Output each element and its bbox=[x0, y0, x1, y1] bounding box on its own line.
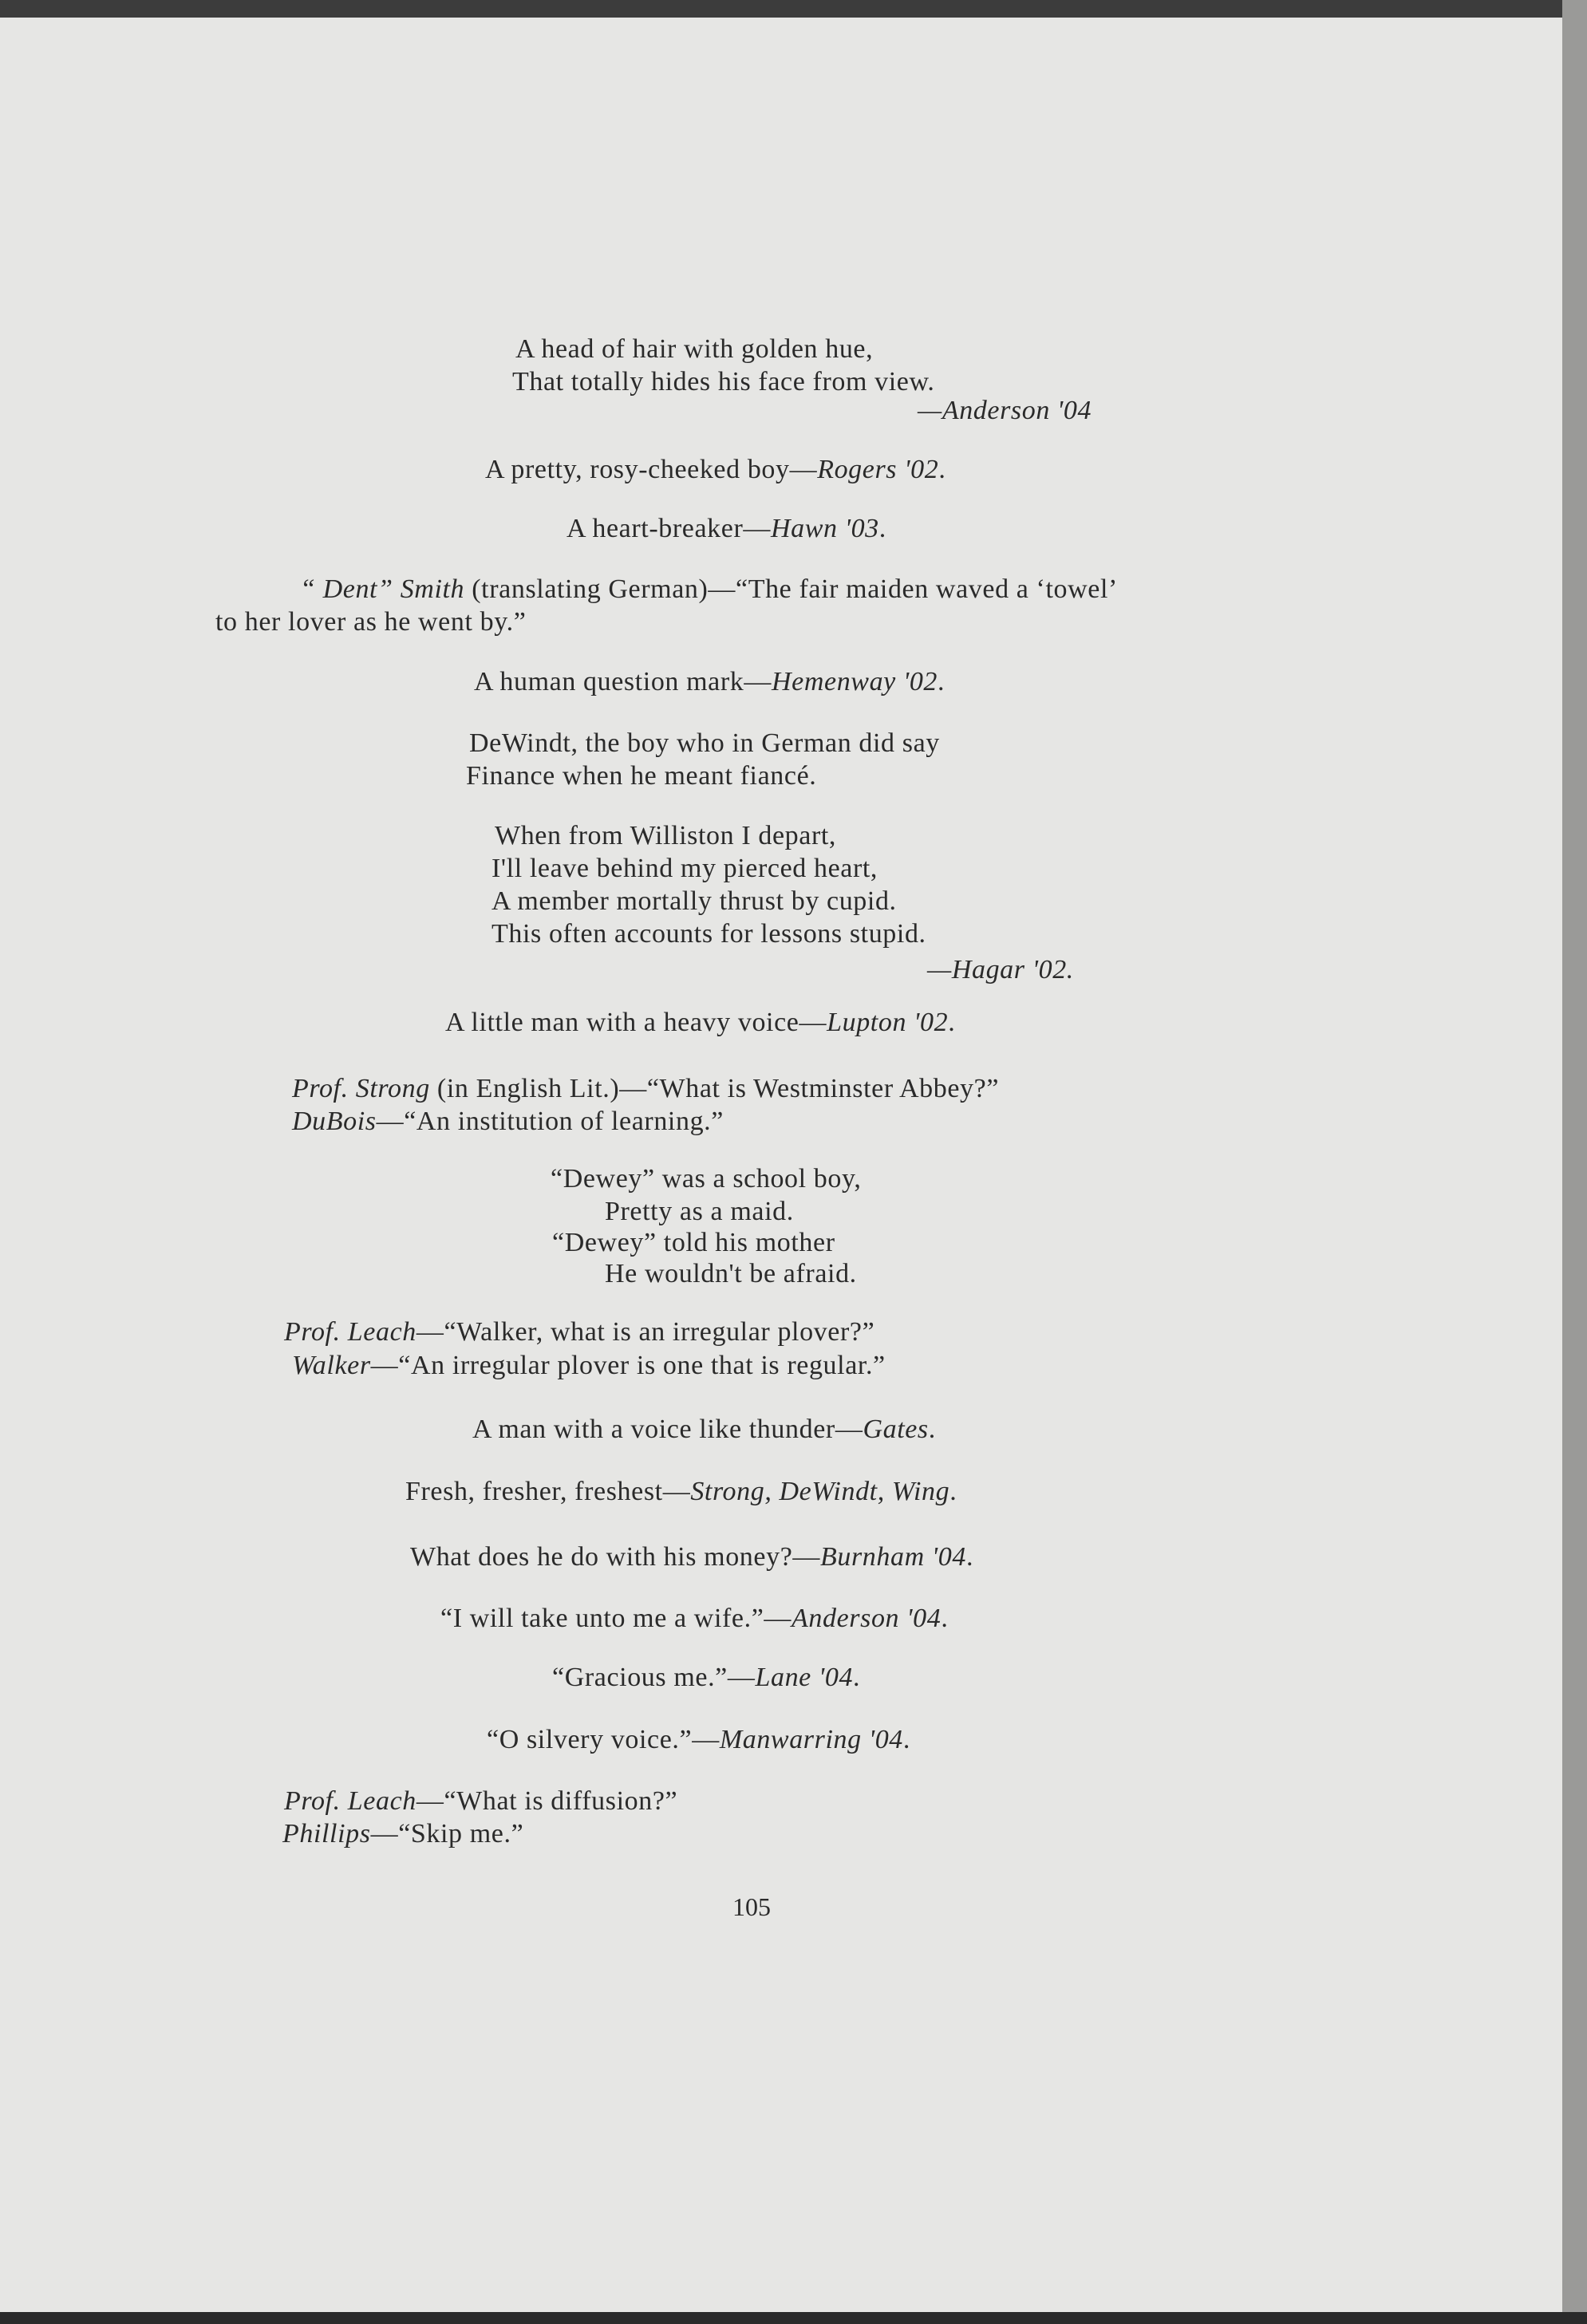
quip-line bbox=[567, 513, 886, 545]
speech: —“What is diffusion?” bbox=[416, 1786, 678, 1816]
verse-line: Pretty as a maid. bbox=[605, 1197, 794, 1226]
quip-line bbox=[552, 1662, 860, 1694]
quip-punct: . bbox=[938, 667, 945, 696]
verse-line: A member mortally thrust by cupid. bbox=[491, 886, 897, 916]
page-edge-bottom bbox=[0, 2312, 1587, 2324]
quip-text: What does he do with his money?— bbox=[410, 1542, 820, 1572]
quip-line bbox=[474, 666, 945, 698]
dialogue-question bbox=[284, 1785, 677, 1817]
quip-name: “ Dent” Smith bbox=[300, 574, 465, 604]
quip-punct: . bbox=[853, 1663, 861, 1692]
quip-text: “I will take unto me a wife.”— bbox=[440, 1604, 792, 1633]
quip-name: Lane '04 bbox=[755, 1663, 854, 1692]
page-edge-right bbox=[1562, 0, 1587, 2324]
attribution: —Hagar '02. bbox=[927, 955, 1074, 984]
quip-punct: . bbox=[948, 1008, 956, 1037]
dialogue-answer bbox=[282, 1818, 523, 1850]
dialogue-question bbox=[292, 1073, 999, 1105]
quip-line bbox=[440, 1603, 948, 1635]
quip-line bbox=[485, 454, 945, 486]
quip-punct: . bbox=[928, 1415, 936, 1444]
quip-name: Hawn '03 bbox=[770, 514, 879, 543]
verse-line: He wouldn't be afraid. bbox=[605, 1259, 857, 1288]
quip-line bbox=[445, 1007, 955, 1039]
quip-text: “O silvery voice.”— bbox=[487, 1725, 720, 1754]
verse-line: Finance when he meant fiancé. bbox=[466, 761, 817, 791]
quip-name: Anderson '04 bbox=[792, 1604, 942, 1633]
page-number: 105 bbox=[732, 1892, 771, 1921]
speech: —“Skip me.” bbox=[370, 1819, 524, 1849]
attribution: —Anderson '04 bbox=[918, 396, 1092, 425]
quip-text: A little man with a heavy voice— bbox=[445, 1008, 827, 1037]
dialogue-answer bbox=[292, 1106, 724, 1138]
speaker: Prof. Leach bbox=[284, 1317, 416, 1347]
quip-text: A pretty, rosy-cheeked boy— bbox=[485, 455, 818, 484]
quip-text: Fresh, fresher, freshest— bbox=[405, 1477, 691, 1506]
dialogue-question bbox=[284, 1316, 874, 1348]
quip-text: A heart-breaker— bbox=[567, 514, 771, 543]
speaker: Prof. Leach bbox=[284, 1786, 416, 1816]
speech: —“An irregular plover is one that is regular.” bbox=[370, 1351, 886, 1380]
dialogue-answer bbox=[292, 1350, 886, 1382]
verse-line: “Dewey” told his mother bbox=[552, 1228, 835, 1257]
quip-text: A human question mark— bbox=[474, 667, 772, 696]
quip-name: Strong, DeWindt, Wing bbox=[690, 1477, 950, 1506]
quip-line bbox=[487, 1724, 910, 1756]
quip-punct: . bbox=[949, 1477, 957, 1506]
speaker: Prof. Strong bbox=[292, 1074, 430, 1103]
verse-line: I'll leave behind my pierced heart, bbox=[491, 854, 878, 883]
quip-punct: . bbox=[938, 455, 946, 484]
quip-line bbox=[405, 1476, 957, 1508]
speech: —“Walker, what is an irregular plover?” bbox=[416, 1317, 875, 1347]
quip-line bbox=[472, 1414, 936, 1446]
quip-continuation: to her lover as he went by.” bbox=[215, 607, 527, 637]
speaker: Walker bbox=[292, 1351, 371, 1380]
quip-punct: . bbox=[941, 1604, 949, 1633]
quip-text: A man with a voice like thunder— bbox=[472, 1415, 863, 1444]
quip-name: Hemenway '02 bbox=[772, 667, 938, 696]
speech: —“An institution of learning.” bbox=[376, 1107, 724, 1136]
quip-text: “Gracious me.”— bbox=[552, 1663, 756, 1692]
quip-punct: . bbox=[965, 1542, 974, 1572]
verse-line: “Dewey” was a school boy, bbox=[551, 1164, 862, 1194]
quip-line bbox=[300, 574, 1118, 606]
verse-line: DeWindt, the boy who in German did say bbox=[469, 728, 940, 758]
speech: (in English Lit.)—“What is Westminster Abbey?” bbox=[429, 1074, 1000, 1103]
quip-name: Rogers '02 bbox=[817, 455, 939, 484]
quip-name: Gates bbox=[863, 1415, 929, 1444]
verse-line: That totally hides his face from view. bbox=[512, 367, 935, 397]
quip-text: (translating German)—“The fair maiden waved a ‘towel’ bbox=[464, 574, 1118, 604]
speaker: Phillips bbox=[282, 1819, 371, 1849]
quip-punct: . bbox=[902, 1725, 911, 1754]
verse-line: This often accounts for lessons stupid. bbox=[491, 919, 926, 949]
quip-punct: . bbox=[878, 514, 886, 543]
quip-name: Lupton '02 bbox=[827, 1008, 949, 1037]
quip-name: Manwarring '04 bbox=[719, 1725, 903, 1754]
speaker: DuBois bbox=[292, 1107, 377, 1136]
verse-line: A head of hair with golden hue, bbox=[515, 334, 874, 364]
quip-name: Burnham '04 bbox=[820, 1542, 966, 1572]
verse-line: When from Williston I depart, bbox=[495, 821, 837, 850]
quip-line bbox=[410, 1541, 973, 1573]
